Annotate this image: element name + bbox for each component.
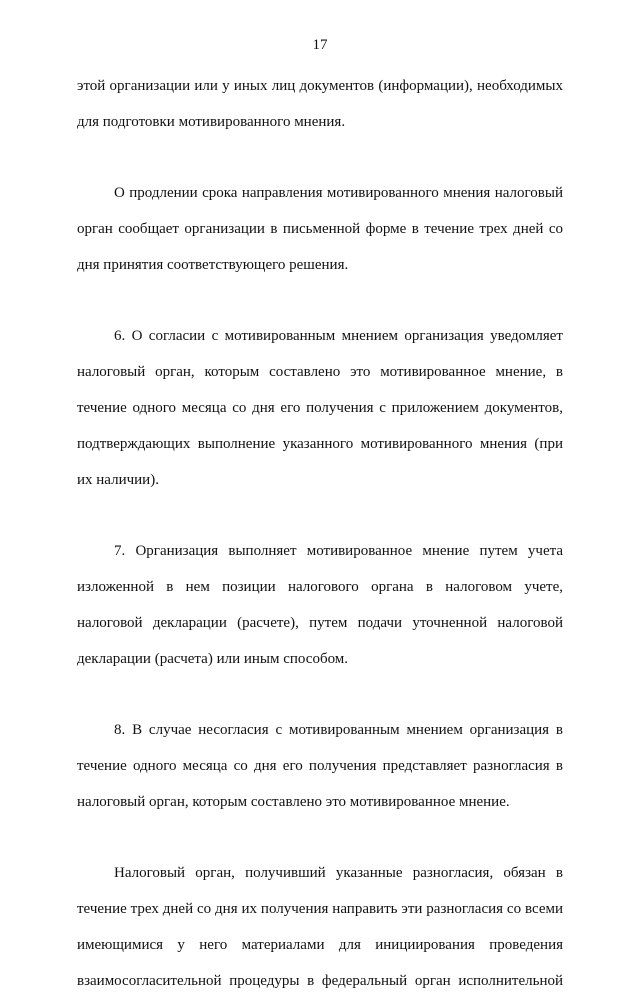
- text-line: этой организации или у иных лиц документов (информации), необходимых: [77, 78, 563, 94]
- text-line: течение трех дней со дня их получения направить эти разногласия со всеми: [77, 901, 563, 917]
- text-line: течение одного месяца со дня его получения представляет разногласия в: [77, 758, 563, 774]
- text-line: имеющимися у него материалами для инициирования проведения: [77, 937, 563, 953]
- paragraph-first-line: 7. Организация выполняет мотивированное мнение путем учета: [114, 543, 563, 559]
- paragraph-gap: [77, 283, 563, 318]
- paragraph-gap: [77, 677, 563, 712]
- text-line: изложенной в нем позиции налогового органа в налоговом учете,: [77, 579, 563, 595]
- paragraph-first-line: Налоговый орган, получивший указанные разногласия, обязан в: [114, 865, 563, 881]
- paragraph-gap: [77, 140, 563, 175]
- text-line: налоговый орган, которым составлено это мотивированное мнение, в: [77, 364, 563, 380]
- page-number: 17: [312, 37, 328, 53]
- text-line: взаимосогласительной процедуры в федеральный орган исполнительной: [77, 973, 563, 989]
- paragraph-gap: [77, 820, 563, 855]
- text-line: декларации (расчета) или иным способом.: [77, 651, 349, 667]
- text-line: дня принятия соответствующего решения.: [77, 257, 349, 273]
- text-line: подтверждающих выполнение указанного мотивированного мнения (при: [77, 436, 563, 452]
- paragraph-gap: [77, 498, 563, 533]
- paragraph-first-line: 8. В случае несогласия с мотивированным мнением организация в: [114, 722, 563, 738]
- paragraph-first-line: 6. О согласии с мотивированным мнением организация уведомляет: [114, 328, 563, 344]
- text-line: налоговый орган, которым составлено это мотивированное мнение.: [77, 794, 510, 810]
- document-body: [77, 68, 563, 999]
- text-line: для подготовки мотивированного мнения.: [77, 114, 346, 130]
- paragraph-first-line: О продлении срока направления мотивированного мнения налоговый: [114, 185, 563, 201]
- text-line: орган сообщает организации в письменной форме в течение трех дней со: [77, 221, 563, 237]
- text-line: налоговой декларации (расчете), путем подачи уточненной налоговой: [77, 615, 563, 631]
- text-line: их наличии).: [77, 472, 159, 488]
- text-line: течение одного месяца со дня его получения с приложением документов,: [77, 400, 563, 416]
